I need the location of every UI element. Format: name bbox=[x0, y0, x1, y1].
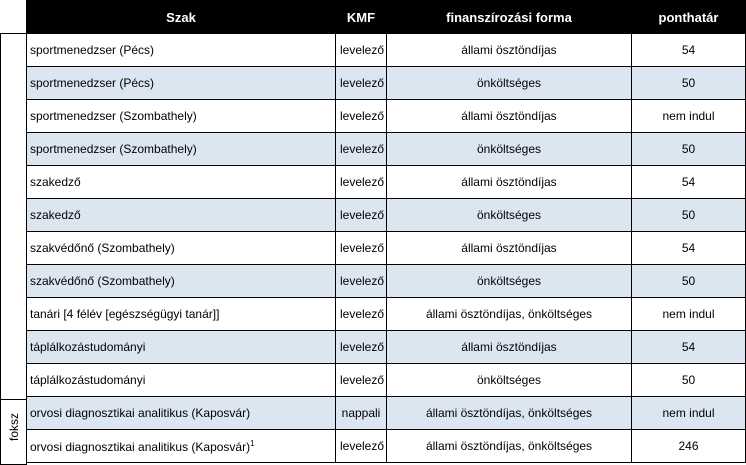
cell-szak bbox=[27, 100, 336, 133]
cell-kmf-text: levelező bbox=[340, 43, 385, 57]
table-row bbox=[27, 100, 746, 133]
table-row bbox=[27, 34, 746, 67]
cell-kmf bbox=[336, 67, 387, 100]
cell-szak bbox=[27, 331, 336, 364]
cell-kmf-text: levelező bbox=[340, 274, 385, 288]
table-row bbox=[27, 166, 746, 199]
cell-kmf bbox=[336, 265, 387, 298]
footnote-marker: 1 bbox=[250, 438, 255, 448]
table-row bbox=[27, 265, 746, 298]
cell-forma bbox=[387, 100, 632, 133]
cell-kmf-text: levelező bbox=[340, 340, 385, 354]
cell-ponthatar-text: 54 bbox=[681, 241, 696, 255]
table-row bbox=[27, 331, 746, 364]
header-ponthatar: ponthatár bbox=[632, 1, 746, 34]
cell-kmf-text: levelező bbox=[340, 373, 385, 387]
cell-forma-text: állami ösztöndíjas, önköltséges bbox=[425, 307, 593, 321]
cell-forma-text: önköltséges bbox=[476, 274, 542, 288]
cell-kmf bbox=[336, 331, 387, 364]
cell-ponthatar-text: 50 bbox=[681, 274, 696, 288]
cell-forma-text: önköltséges bbox=[476, 208, 542, 222]
cell-kmf bbox=[336, 34, 387, 67]
cell-kmf-text: levelező bbox=[340, 208, 385, 222]
cell-szak-text: szakvédőnő (Szombathely) bbox=[30, 274, 175, 288]
cell-forma-text: állami ösztöndíjas bbox=[461, 175, 557, 189]
cell-ponthatar bbox=[632, 331, 746, 364]
cell-kmf-text: levelező bbox=[340, 142, 385, 156]
cell-szak-text: táplálkozástudományi bbox=[30, 340, 146, 354]
cell-forma-text: állami ösztöndíjas bbox=[461, 241, 557, 255]
cell-forma bbox=[387, 34, 632, 67]
cell-szak bbox=[27, 430, 336, 463]
cell-ponthatar-text: nem indul bbox=[662, 406, 715, 420]
cell-ponthatar-text: 54 bbox=[681, 340, 696, 354]
cell-szak-text: táplálkozástudományi bbox=[30, 373, 146, 387]
cell-forma bbox=[387, 430, 632, 463]
cell-forma bbox=[387, 67, 632, 100]
cell-szak bbox=[27, 397, 336, 430]
cell-forma-text: állami ösztöndíjas, önköltséges bbox=[425, 439, 593, 453]
cell-forma bbox=[387, 265, 632, 298]
cell-kmf bbox=[336, 166, 387, 199]
cell-ponthatar bbox=[632, 100, 746, 133]
cell-forma-text: állami ösztöndíjas bbox=[461, 340, 557, 354]
table-row bbox=[27, 430, 746, 463]
cell-ponthatar-text: 50 bbox=[681, 208, 696, 222]
cell-ponthatar bbox=[632, 166, 746, 199]
cell-kmf bbox=[336, 133, 387, 166]
cell-ponthatar-text: 54 bbox=[681, 43, 696, 57]
table-row bbox=[27, 133, 746, 166]
table-row bbox=[27, 67, 746, 100]
cell-forma-text: önköltséges bbox=[476, 373, 542, 387]
cell-kmf-text: levelező bbox=[340, 439, 385, 453]
cell-kmf bbox=[336, 364, 387, 397]
cell-forma-text: állami ösztöndíjas bbox=[461, 43, 557, 57]
cell-forma bbox=[387, 199, 632, 232]
cell-ponthatar bbox=[632, 364, 746, 397]
cell-szak bbox=[27, 364, 336, 397]
cell-szak-text: szakedző bbox=[30, 208, 81, 222]
cell-ponthatar-text: 50 bbox=[681, 373, 696, 387]
cell-ponthatar-text: nem indul bbox=[662, 307, 715, 321]
cell-forma-text: állami ösztöndíjas bbox=[461, 109, 557, 123]
cell-forma-text: állami ösztöndíjas, önköltséges bbox=[425, 406, 593, 420]
cell-forma bbox=[387, 298, 632, 331]
cell-forma-text: önköltséges bbox=[476, 142, 542, 156]
table-row bbox=[27, 298, 746, 331]
cell-szak bbox=[27, 34, 336, 67]
cell-ponthatar bbox=[632, 298, 746, 331]
table-body bbox=[27, 34, 746, 463]
group-label-foksz: foksz bbox=[7, 412, 21, 441]
table-row bbox=[27, 232, 746, 265]
group-bracket-1 bbox=[0, 33, 27, 400]
cell-forma bbox=[387, 232, 632, 265]
cell-kmf bbox=[336, 298, 387, 331]
cell-ponthatar bbox=[632, 397, 746, 430]
cell-forma bbox=[387, 166, 632, 199]
cell-ponthatar bbox=[632, 430, 746, 463]
cell-ponthatar bbox=[632, 199, 746, 232]
cell-kmf-text: levelező bbox=[340, 241, 385, 255]
table-row bbox=[27, 364, 746, 397]
cell-kmf bbox=[336, 232, 387, 265]
cell-ponthatar-text: 54 bbox=[681, 175, 696, 189]
cell-szak-text: sportmenedzser (Pécs) bbox=[30, 76, 155, 90]
cell-forma bbox=[387, 331, 632, 364]
cell-szak-text: orvosi diagnosztikai analitikus (Kaposvár) bbox=[30, 406, 251, 420]
cell-ponthatar-text: nem indul bbox=[662, 109, 715, 123]
cell-ponthatar bbox=[632, 67, 746, 100]
cell-kmf bbox=[336, 199, 387, 232]
cell-szak-text: sportmenedzser (Pécs) bbox=[30, 43, 155, 57]
cell-szak bbox=[27, 298, 336, 331]
cell-kmf bbox=[336, 397, 387, 430]
table-row bbox=[27, 199, 746, 232]
cell-szak-text: orvosi diagnosztikai analitikus (Kaposvár) bbox=[30, 439, 251, 454]
cell-kmf bbox=[336, 100, 387, 133]
group-bracket-foksz bbox=[0, 398, 27, 465]
cell-kmf-text: nappali bbox=[341, 406, 381, 420]
cell-ponthatar bbox=[632, 232, 746, 265]
cell-ponthatar bbox=[632, 34, 746, 67]
cell-szak bbox=[27, 232, 336, 265]
cell-kmf-text: levelező bbox=[340, 76, 385, 90]
cell-szak bbox=[27, 166, 336, 199]
cell-ponthatar bbox=[632, 265, 746, 298]
cell-szak bbox=[27, 133, 336, 166]
cell-ponthatar-text: 50 bbox=[681, 142, 696, 156]
cell-szak-text: szakedző bbox=[30, 175, 81, 189]
cell-ponthatar-text: 50 bbox=[681, 76, 696, 90]
header-kmf: KMF bbox=[336, 1, 387, 34]
cell-kmf-text: levelező bbox=[340, 307, 385, 321]
cell-forma bbox=[387, 397, 632, 430]
cell-szak bbox=[27, 67, 336, 100]
cell-szak bbox=[27, 199, 336, 232]
cell-kmf-text: levelező bbox=[340, 175, 385, 189]
cell-kmf-text: levelező bbox=[340, 109, 385, 123]
cell-forma bbox=[387, 133, 632, 166]
cell-ponthatar bbox=[632, 133, 746, 166]
header-forma: finanszírozási forma bbox=[387, 1, 632, 34]
cell-szak-text: sportmenedzser (Szombathely) bbox=[30, 109, 197, 123]
cell-forma-text: önköltséges bbox=[476, 76, 542, 90]
table-row bbox=[27, 397, 746, 430]
cell-szak bbox=[27, 265, 336, 298]
cell-kmf bbox=[336, 430, 387, 463]
header-szak: Szak bbox=[27, 1, 336, 34]
cell-szak-text: szakvédőnő (Szombathely) bbox=[30, 241, 175, 255]
cell-ponthatar-text: 246 bbox=[678, 439, 699, 453]
cell-szak-text: tanári [4 félév [egészségügyi tanár]] bbox=[30, 307, 220, 321]
cell-forma bbox=[387, 364, 632, 397]
admission-table bbox=[26, 0, 746, 463]
cell-szak-text: sportmenedzser (Szombathely) bbox=[30, 142, 197, 156]
header-row bbox=[27, 1, 746, 34]
